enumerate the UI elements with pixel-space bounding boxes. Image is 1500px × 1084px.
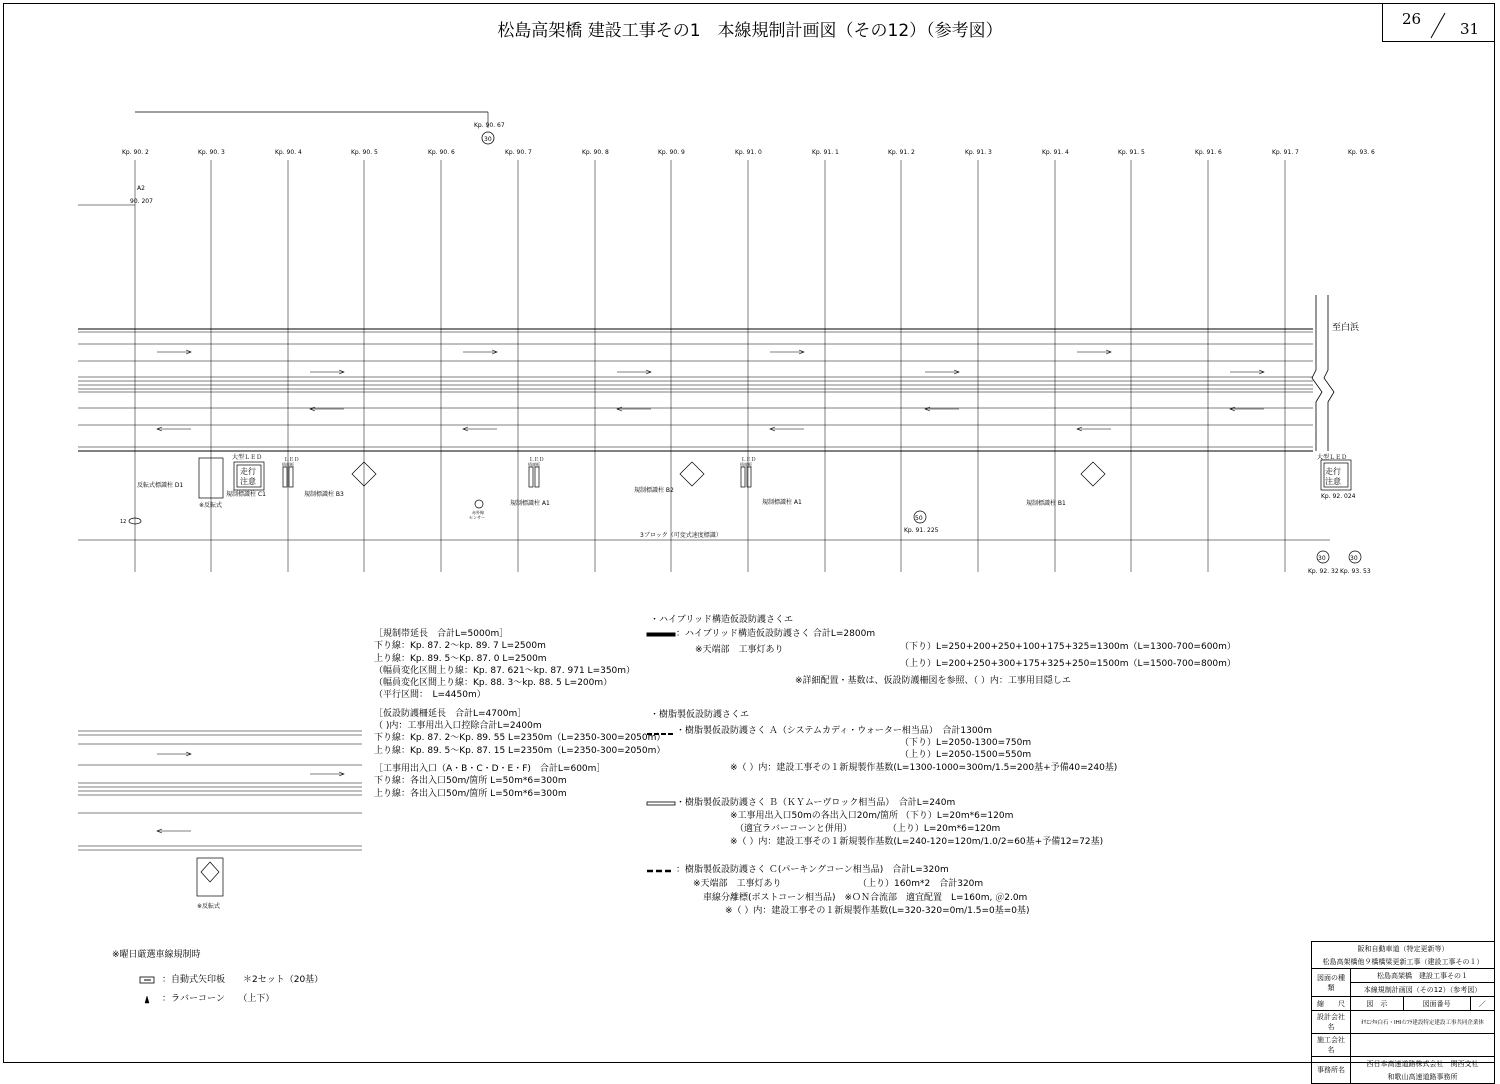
lane-arrow-icon <box>157 350 191 354</box>
tb-office-1: 西日本高速道路株式会社 関西支社 <box>1351 1057 1495 1071</box>
legend-cone: ：ラバーコーン （上下） <box>162 994 275 1004</box>
signs <box>129 458 1361 563</box>
label-b3: 規制標識柱 B3 <box>304 491 344 498</box>
kp-label: Kp. 91. 4 <box>1042 149 1069 156</box>
tb-design-val: ｵﾘｴﾝﾀﾙ白石・IHIｲﾝﾌﾗ建設特定建設工事共同企業体 <box>1351 1011 1495 1034</box>
sensor-label-2: センサー <box>469 515 485 520</box>
lane-arrow-icon <box>463 427 497 431</box>
resin-a1: ・樹脂製仮設防護さく Ａ（システムカディ・ウォーター相当品） 合計1300m <box>676 726 993 736</box>
note-line: 下り線：各出入口50m/箇所 L=50m*6=300m <box>374 776 567 787</box>
lane-arrow-icon <box>463 350 497 354</box>
lane-arrow-icon <box>925 407 959 411</box>
legend-road <box>78 731 362 896</box>
page-current: 26 <box>1402 10 1422 28</box>
note-line: 上り線：各出入口50m/箇所 L=50m*6=300m <box>374 788 567 799</box>
hybrid-1: ：ハイブリッド構造仮設防護さく 合計L=2800m <box>676 629 876 639</box>
resin-a4: ※（ ）内：建設工事その１新規製作基数(L=1300-1000=300m/1.5=200基+予備40=240基) <box>730 763 1118 773</box>
resin-b3: （適宜ラバーコーンと併用） （上り）L=20m*6=120m <box>735 824 1001 834</box>
led-small-label-3: ＬＥＤ <box>741 457 757 463</box>
kp-label: Kp. 90. 2 <box>122 149 149 156</box>
kp-label: Kp. 90. 4 <box>275 149 302 156</box>
led-small-label: ＬＥＤ <box>284 457 300 463</box>
drawing-title: 松島高架橋 建設工事その1 本線規制計画図（その12）（参考図） <box>497 21 1003 41</box>
label-kp-92024: Kp. 92. 024 <box>1321 493 1356 500</box>
legend-arrow-board: ：自動式矢印板 ＊2セット（20基） <box>162 975 324 985</box>
speed-30-a: 30 <box>1318 555 1326 562</box>
kp-label: Kp. 90. 9 <box>658 149 685 156</box>
tb-office-label: 事務所名 <box>1312 1057 1351 1084</box>
kp-label: Kp. 90. 7 <box>505 149 532 156</box>
label-b1: 規制標識柱 B1 <box>1026 500 1066 507</box>
hybrid-2: ※天端部 工事灯あり <box>695 645 784 655</box>
top-kp-label: Kp. 90. 67 <box>474 122 505 129</box>
road <box>78 295 1334 540</box>
lane-arrow-icon <box>1230 370 1264 374</box>
kp-label: Kp. 91. 1 <box>812 149 839 156</box>
lane-arrow-icon <box>157 427 191 431</box>
tb-project-2: 松島高架橋他９橋橋梁更新工事（建設工事その１） <box>1312 955 1495 969</box>
kp-label: Kp. 93. 6 <box>1348 149 1375 156</box>
resin-b2: ※工事用出入口50mの各出入口20m/箇所 （下り）L=20m*6=120m <box>730 811 1014 821</box>
lane-arrow-icon <box>617 370 651 374</box>
label-hantenshiki: ※反転式 <box>199 502 223 509</box>
hybrid-4: （上り）L=200+250+300+175+325+250=1500m（L=1500-700=800m） <box>900 659 1236 669</box>
kp-label: Kp. 91. 5 <box>1118 149 1145 156</box>
led-small-sub-2: 情報板 <box>528 462 540 467</box>
resin-c3: 車線分離標(ボストコーン相当品) ※ＯＮ合流部 適宜配置 L=160m, ＠2.0m <box>703 893 1028 903</box>
resin-c4: ※（ ）内：建設工事その１新規製作基数(L=320-320=0m/1.5=0基=0基) <box>725 906 1030 916</box>
kp-label: Kp. 90. 6 <box>428 149 455 156</box>
sign-hashiri: 走行 <box>240 467 256 476</box>
sign-chui: 注意 <box>240 477 256 486</box>
label-kp-9232: Kp. 92. 32 <box>1308 568 1339 575</box>
lane-arrow-icon <box>1230 407 1264 411</box>
tb-scale-label: 縮 尺 <box>1312 997 1351 1011</box>
label-a1-2: 規制標識柱 A1 <box>762 499 802 506</box>
lane-arrow-icon <box>925 370 959 374</box>
kp-label: Kp. 91. 3 <box>965 149 992 156</box>
direction-label: 至白浜 <box>1332 323 1360 333</box>
kp-label: Kp. 91. 6 <box>1195 149 1222 156</box>
tb-office-2: 和歌山高速道路事務所 <box>1351 1070 1495 1084</box>
note-line: （平行区間： L=4450m） <box>374 690 486 701</box>
speed-50: 50 <box>915 515 923 522</box>
resin-head: ・樹脂製仮設防護さくエ <box>650 710 750 720</box>
resin-c1: ：樹脂製仮設防護さく Ｃ(パーキングコーン相当品) 合計L=320m <box>676 865 949 875</box>
notes-left <box>374 628 665 800</box>
note-line: ［規制帯延長 合計L=5000m］ <box>374 629 509 639</box>
note-line: ［仮設防護柵延長 合計L=4700m］ <box>374 708 527 719</box>
label-d1: 反転式標識柱 D1 <box>137 482 184 489</box>
note-line: 下り線：Kp. 87. 2～kp. 89. 7 L=2500m <box>374 641 546 652</box>
led-large-label: 大型ＬＥＤ <box>232 454 263 461</box>
hybrid-3: （下り）L=250+200+250+100+175+325=1300m（L=1300-700=600m） <box>900 642 1236 652</box>
tb-kind-1: 松島高架橋 建設工事その１ <box>1351 969 1495 983</box>
note-line: 上り線：Kp. 89. 5～Kp. 87. 0 L=2500m <box>374 653 547 664</box>
resin-a2: （下り）L=2050-1300=750m <box>900 738 1032 748</box>
tb-const-label: 施工会社名 <box>1312 1034 1351 1057</box>
label-a1: 規制標識柱 A1 <box>510 500 550 507</box>
kp-label: Kp. 90. 3 <box>198 149 225 156</box>
lane-arrow-icon <box>157 829 191 833</box>
legend-head: ※曜日厳選車線規制時 <box>112 950 201 960</box>
note-line: （ )内：工事用出入口控除合計L=2400m <box>374 721 542 732</box>
kp-label: Kp. 91. 0 <box>735 149 762 156</box>
kp-label: Kp. 91. 2 <box>888 149 915 156</box>
tb-no-val: ／ <box>1470 997 1494 1011</box>
page-total: 31 <box>1460 20 1480 38</box>
resin-a3: （上り）L=2050-1500=550m <box>900 750 1032 760</box>
resin-b1: ・樹脂製仮設防護さく Ｂ（ＫＹムーヴロック相当品） 合計L=240m <box>676 798 956 808</box>
sign-chui-2: 注意 <box>1325 477 1341 486</box>
led-small-label-2: ＬＥＤ <box>529 457 545 463</box>
resin-b4: ※（ ）内：建設工事その１新規製作基数(L=240-120=120m/1.0/2=60基+予備12=72基) <box>730 837 1104 847</box>
tb-no-label: 図面番号 <box>1403 997 1470 1011</box>
sensor-label: 赤外線 <box>472 510 484 515</box>
led-small-sub-3: 情報板 <box>740 462 752 467</box>
led-large-label-2: 大型ＬＥＤ <box>1317 454 1348 461</box>
label-b2: 規制標識柱 B2 <box>634 487 674 494</box>
lane-arrow-icon <box>1077 427 1111 431</box>
lane-arrow-icon <box>157 752 191 756</box>
a2-label: A2 <box>137 185 145 192</box>
lane-arrow-icon <box>1077 350 1111 354</box>
kp-label: Kp. 90. 5 <box>351 149 378 156</box>
label-block: 3ブロック（可変式速度標識） <box>640 532 722 539</box>
lane-arrow-icon <box>310 772 344 776</box>
lane-arrow-icon <box>617 407 651 411</box>
note-line: 下り線：Kp. 87. 2～Kp. 89. 55 L=2350m（L=2350-300=2050m） <box>374 733 666 744</box>
lane-arrow-icon <box>310 370 344 374</box>
led-small-sub: 情報板 <box>282 462 294 467</box>
kp-label: Kp. 91. 7 <box>1272 149 1299 156</box>
lane-arrow-icon <box>770 350 804 354</box>
note-line: ［工事用出入口（A・B・C・D・E・F) 合計L=600m］ <box>374 763 606 774</box>
kp-label: Kp. 90. 8 <box>582 149 609 156</box>
note-line: 上り線：Kp. 89. 5～Kp. 87. 15 L=2350m（L=2350-300=2050m） <box>374 745 666 756</box>
tb-kind-2: 本線規制計画図（その12）（参考図） <box>1351 983 1495 997</box>
legend-hantenshiki: ※反転式 <box>197 903 221 910</box>
speed-12: 12 <box>120 519 127 525</box>
tb-project: 阪和自動車道（特定更新等） <box>1312 942 1495 956</box>
sign-hashiri-2: 走行 <box>1325 467 1341 476</box>
lane-arrow-icon <box>770 427 804 431</box>
tb-scale-val: 図 示 <box>1351 997 1404 1011</box>
hybrid-head: ・ハイブリッド構造仮設防護さくエ <box>650 615 794 625</box>
lane-arrow-icon <box>310 407 344 411</box>
kp-grid <box>122 149 1375 572</box>
speed-sign-value: 30 <box>484 136 492 143</box>
lane-arrows <box>157 350 1264 833</box>
note-line: （幅員変化区間上り線：Kp. 88. 3～kp. 88. 5 L=200m） <box>374 678 613 689</box>
hybrid-5: ※詳細配置・基数は、仮設防護柵図を参照、（ ）内：工事用目隠しエ <box>795 676 1071 686</box>
label-c1: 規制標識柱 C1 <box>226 491 266 498</box>
title-block <box>1311 941 1495 1084</box>
speed-30-b: 30 <box>1350 555 1358 562</box>
label-kp-91225: Kp. 91. 225 <box>904 527 939 534</box>
tb-design-label: 設計会社名 <box>1312 1011 1351 1034</box>
resin-c2: ※天端部 工事灯あり （上り）160m*2 合計320m <box>693 879 984 889</box>
tb-kind-label: 図面の種類 <box>1312 969 1351 997</box>
a2-value: 90. 207 <box>130 198 153 205</box>
label-kp-9353: Kp. 93. 53 <box>1340 568 1371 575</box>
note-line: （幅員変化区間上り線：Kp. 87. 621～kp. 87. 971 L=350m） <box>374 665 636 676</box>
